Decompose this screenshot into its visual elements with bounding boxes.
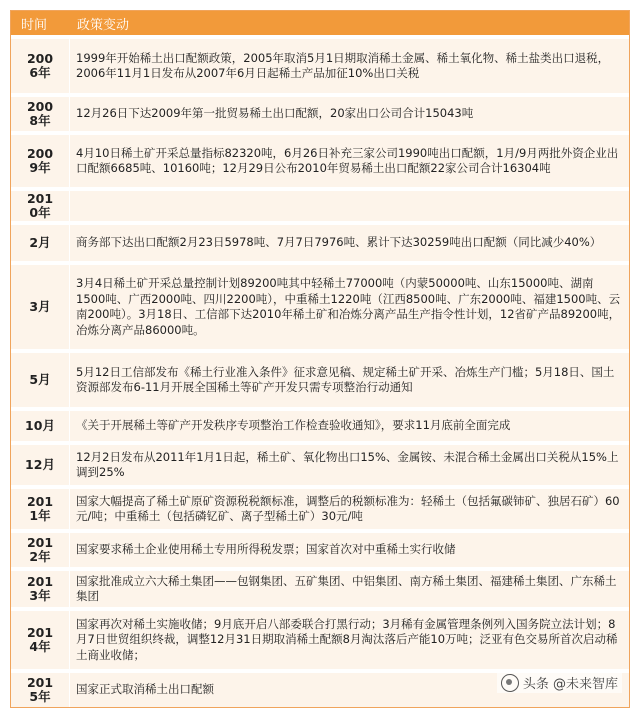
row-text: 国家批准成立六大稀土集团——包钢集团、五矿集团、中铝集团、南方稀土集团、福建稀土集团、广东稀土集团	[69, 571, 629, 607]
row-year: 2015年	[26, 675, 54, 704]
policy-table	[10, 10, 630, 708]
header-policy: 政策变动	[77, 17, 130, 33]
row-year: 2011年	[26, 494, 54, 523]
row-text: 3月4日稀土矿开采总量控制计划89200吨其中轻稀土77000吨（内蒙50000吨、山东15000吨、湖南1500吨、广西2000吨、四川2200吨），中重稀土1220吨（江西8500吨、广东2000吨、福建1500吨、云南200吨）。3月18日、工信部下达2010年稀土矿和冶炼分离产品生产指令性计划，12省矿产品89200吨，冶炼分离产品86000吨。	[69, 265, 629, 349]
row-text: 《关于开展稀土等矿产开发秩序专项整治工作检查验收通知》，要求11月底前全面完成	[69, 411, 629, 441]
table-row	[11, 261, 629, 349]
row-year: 2012年	[26, 535, 54, 564]
watermark-text: 头条 @未来智库	[522, 677, 618, 692]
table-row	[11, 35, 629, 93]
row-year: 10月	[25, 418, 55, 433]
table-row	[11, 567, 629, 607]
table-row	[11, 187, 629, 221]
row-year: 5月	[29, 372, 51, 387]
row-text: 国家要求稀土企业使用稀土专用所得税发票；国家首次对中重稀土实行收储	[69, 533, 629, 567]
row-text: 国家再次对稀土实施收储；9月底开启八部委联合打黑行动；3月稀有金属管理条例列入国务院立法计划；8月7日世贸组织终裁，调整12月31日期取消稀土配额8月淘汰落后产能10万吨；泛亚有色交易所首次启动稀土商业收储；	[69, 611, 629, 669]
table-row	[11, 93, 629, 131]
row-text: 12月2日发布从2011年1月1日起，稀土矿、氧化物出口15%、金属铵、未混合稀土金属出口关税从15%上调到25%	[69, 445, 629, 485]
table-header	[11, 11, 629, 35]
watermark-logo-icon	[501, 674, 519, 692]
row-text: 4月10日稀土矿开采总量指标82320吨，6月26日补充三家公司1990吨出口配额，1月/9月两批外资企业出口配额6685吨、10160吨；12月29日公布2010年贸易稀土出口配额22家公司合计16304吨	[69, 135, 629, 187]
row-text: 12月26日下达2009年第一批贸易稀土出口配额，20家出口公司合计15043吨	[69, 97, 629, 131]
row-text: 5月12日工信部发布《稀土行业准入条件》征求意见稿、规定稀土矿开采、冶炼生产门槛；5月18日、国土资源部发布6-11月开展全国稀土等矿产开发只需专项整治行动通知	[69, 353, 629, 407]
row-year: 3月	[29, 299, 51, 314]
row-year: 2006年	[26, 51, 54, 80]
table-row	[11, 441, 629, 485]
table-row	[11, 221, 629, 261]
row-text: 商务部下达出口配额2月23日5978吨、7月7日7976吨、累计下达30259吨出口配额（同比减少40%）	[69, 225, 629, 261]
row-year: 2月	[29, 235, 51, 250]
row-year: 2014年	[26, 625, 54, 654]
table-row	[11, 607, 629, 669]
row-year: 2010年	[26, 191, 54, 220]
table-row	[11, 349, 629, 407]
row-text: 国家正式取消稀土出口配额	[69, 673, 629, 707]
row-text: 1999年开始稀土出口配额政策，2005年取消5月1日期取消稀土金属、稀土氧化物、稀土盐类出口退税，2006年11月1日发布从2007年6月日起稀土产品加征10%出口关税	[69, 39, 629, 93]
row-text	[69, 191, 629, 221]
table-row	[11, 131, 629, 187]
watermark	[497, 672, 622, 693]
row-year: 2008年	[26, 99, 54, 128]
row-year: 2013年	[26, 574, 54, 603]
header-time: 时间	[21, 17, 48, 33]
table-row	[11, 485, 629, 529]
table-row	[11, 407, 629, 441]
row-year: 2009年	[26, 146, 54, 175]
row-year: 12月	[25, 457, 55, 472]
table-row	[11, 529, 629, 567]
row-text: 国家大幅提高了稀土矿原矿资源税税额标准，调整后的税额标准为：轻稀土（包括氟碳铈矿、独居石矿）60元/吨；中重稀土（包括磷钇矿、离子型稀土矿）30元/吨	[69, 489, 629, 529]
